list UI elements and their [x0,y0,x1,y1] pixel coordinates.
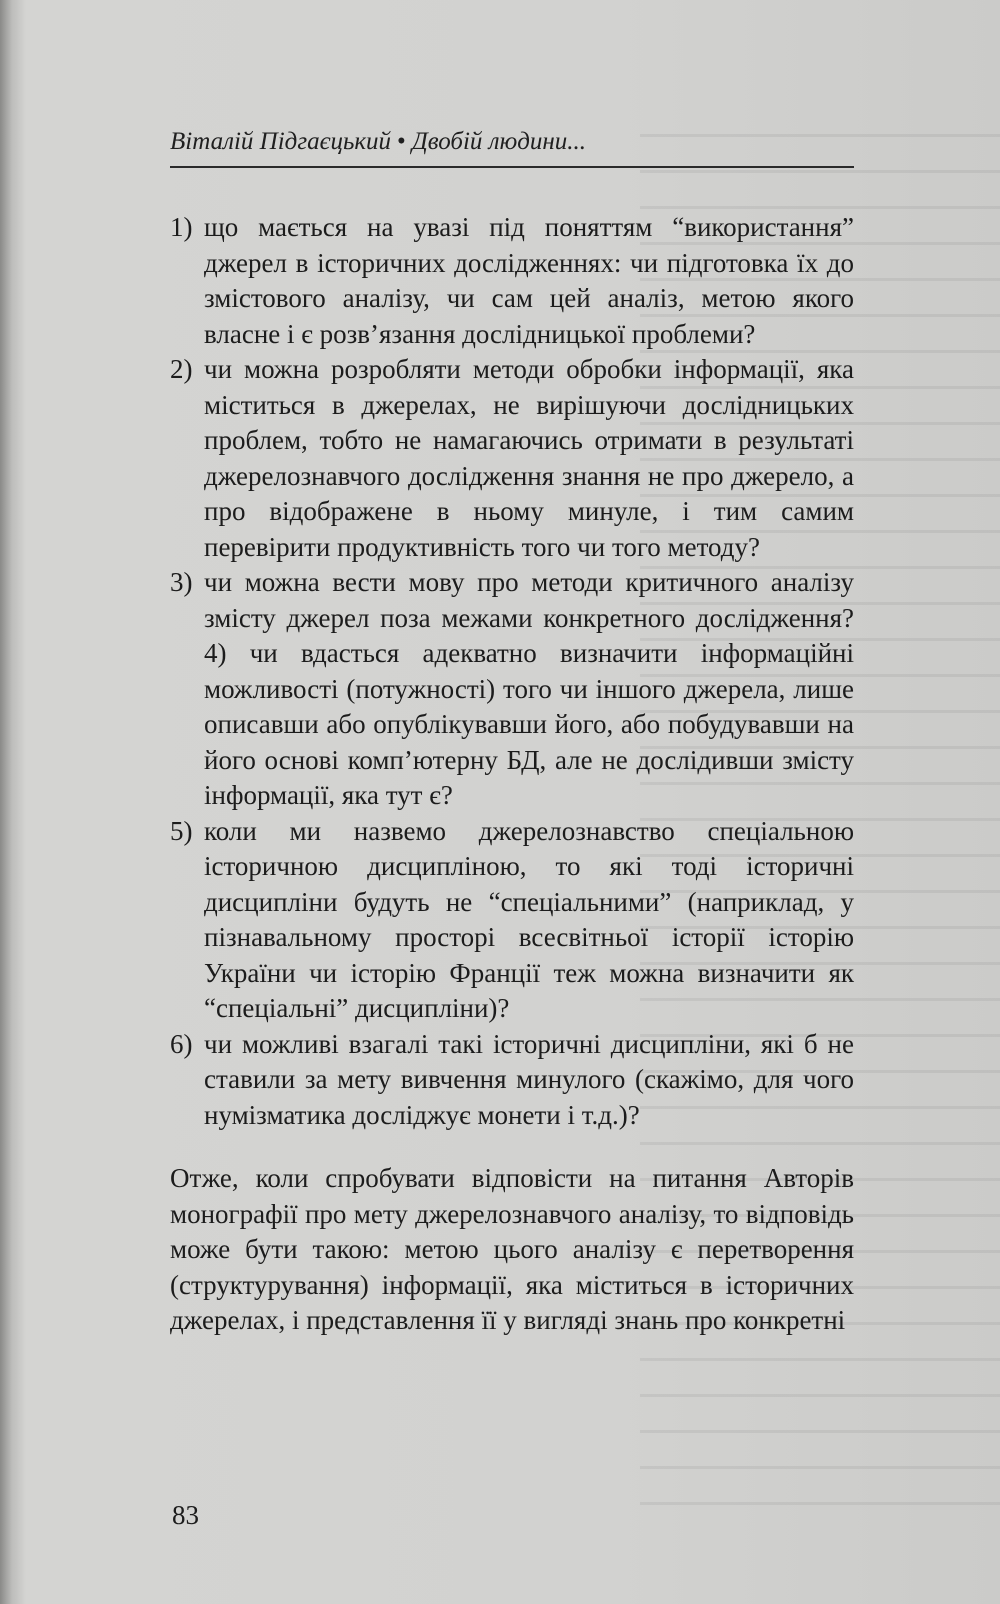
list-item-text: коли ми назвемо джерелознавство спеціальною історичною дисципліною, то які тоді історичні дисципліни будуть не “спеціальними” (наприклад, у пізнавальному просторі всесвітньої історії історію України чи історію Франції теж можна визначити як “спеціальні” дисципліни)? [204,815,854,1023]
page-body [170,210,854,1366]
list-item [170,565,854,814]
list-item-text: чи можна вести мову про методи критичного аналізу змісту джерел поза межами конкретного дослідження? 4) чи вдасться адекватно визначити інформаційні можливості (потужності) того чи іншого джерела, лише описавши або опублікувавши його, або побудувавши на його основі комп’ютерну БД, але не дослідивши змісту інформації, яка тут є? [204,567,854,810]
list-item-number: 2) [170,354,193,384]
body-paragraph: Отже, коли спробувати відповісти на питання Авторів монографії про мету джерелознавчого аналізу, то відповідь може бути такою: метою цього аналізу є перетворення (структурування) інформації, яка міститься в історичних джерелах, і представлення її у вигляді знань про конкретні [170,1163,854,1335]
list-item-number: 3) [170,567,193,597]
list-item [170,814,854,1027]
running-header [170,128,854,168]
list-item-text: чи можливі взагалі такі історичні дисципліни, які б не ставили за мету вивчення минулого (скажімо, для чого нумізматика досліджує монети і т.д.)? [204,1028,854,1130]
list-item-number: 5) [170,815,193,846]
list-item [170,352,854,565]
list-item [170,210,854,352]
page-number: 83 [172,1500,199,1530]
header-title: Двобій людини... [411,128,587,155]
header-separator: • [397,128,406,155]
list-item-text: чи можна розробляти методи обробки інформації, яка міститься в джерелах, не вирішуючи дослідницьких проблем, тобто не намагаючись отримати в результаті джерелознавчого дослідження знання не про джерело, а про відображене в ньому минуле, і тим самим перевірити продуктивність того чи того методу? [204,354,854,562]
list-item-number: 1) [170,212,193,242]
header-author: Віталій Підгаєцький [170,128,392,155]
list-item [170,1027,854,1134]
list-item-text: що мається на увазі під поняттям “використання” джерел в історичних дослідженнях: чи підготовка їх до змістового аналізу, чи сам цей аналіз, метою якого власне і є розв’язання дослідницької проблеми? [204,212,854,349]
list-item-number: 6) [170,1028,193,1059]
